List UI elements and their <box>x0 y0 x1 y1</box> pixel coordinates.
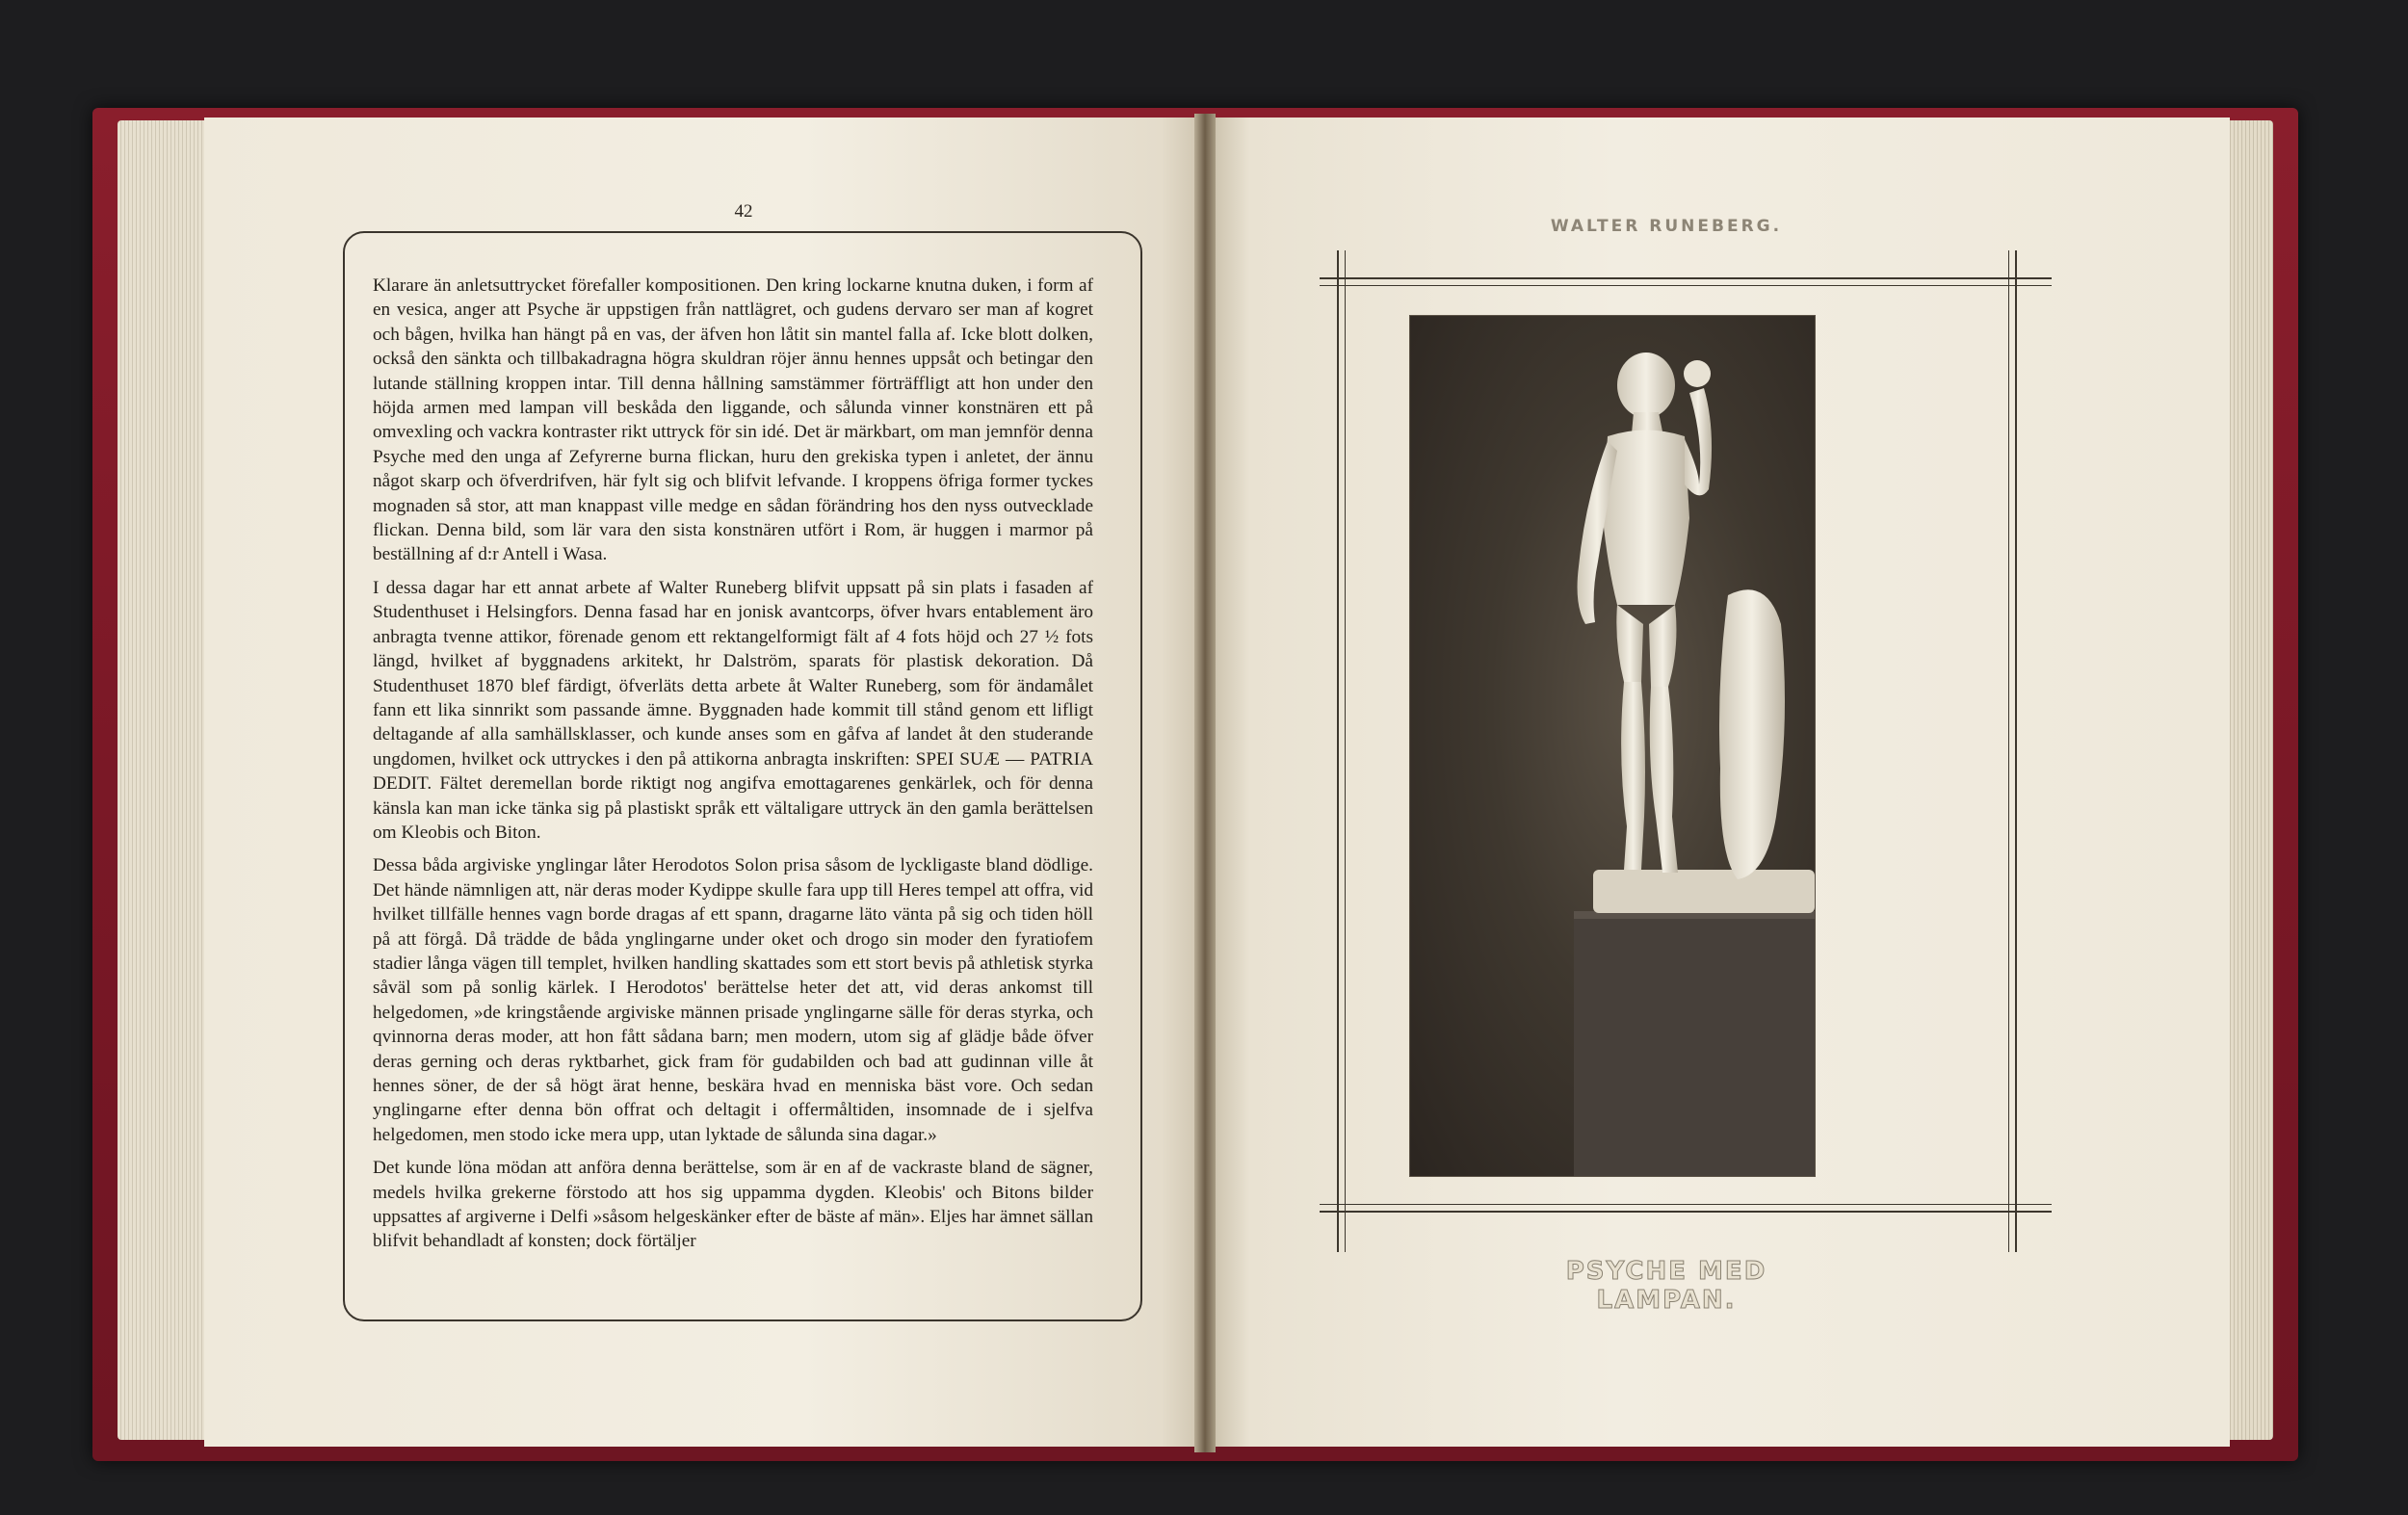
psyche-statue-image <box>1410 316 1815 1176</box>
page-number: 42 <box>734 201 753 222</box>
body-text <box>373 274 1093 1263</box>
paragraph: Det kunde löna mödan att anföra denna berättelse, som är en af de vackraste bland de sägner, medels hvilka grekerne förstodo att hos sig uppamma dygden. Kleobis' och Bitons bilder uppsattes af argiverne i Delfi »såsom helgeskänker efter de bäste af män». Eljes har ämnet sällan blifvit behandladt af konsten; dock förtäljer <box>373 1158 1093 1252</box>
statue-photograph <box>1409 315 1816 1177</box>
paragraph: Dessa båda argiviske ynglingar låter Herodotos Solon prisa såsom de lyckligaste bland dödlige. Det hände nämnligen att, när deras moder Kydippe skulle fara upp till Heres tempel att offra, vid hvilket tillfälle hennes vagn borde dragas af ett spann, dragarne läto vänta på sig och tiden höll på att förgå. Då trädde de båda ynglingarne under oket och drogo sin moder den fyratiofem stadier långa vägen till templet, hvilken handling skattades som ett stort bevis på athletisk styrka såväl som på sonlig kärlek. I Herodotos' berättelse heter det att, vid deras ankomst till helgedomen, »de kringstående argiviske männen prisade ynglingarne sälle för deras styrka, och qvinnorna deras moder, att hon fått sådana barn; men modern, utom sig af glädje både öfver deras gerning och deras ryktbarhet, gick fram för gudabilden och bad att gudinnan ville åt hennes söner, de der så högt ärat henne, beskära hvad en menniska bäst vore. Och sedan ynglingarne efter denna bön offrat och deltagit i offermåltiden, insomnade de i sjelfva helgedomen, men stodo icke mera upp, utan lyktade de sålunda sina dagar.» <box>373 855 1093 1145</box>
book-gutter <box>1194 114 1216 1452</box>
plate-header: WALTER RUNEBERG. <box>1550 217 1783 236</box>
paragraph: Klarare än anletsuttrycket förefaller kompositionen. Den kring lockarne knutna duken, i form af en vesica, anger att Psyche är uppstigen från nattlägret, och gudens dervaro ser man af kogret och bågen, hvilka han hängt på en vas, der äfven hon låtit sin mantel falla af. Icke blott dolken, också den sänkta och tillbakadragna högra skuldran röjer ännu hennes uppsåt och betingar den lutande ställning kroppen intar. Till denna hållning samstämmer förträffligt att hon under den höjda armen med lampan vill beskåda den liggande, och sålunda vinner konstnären ett på omvexling och vackra kontraster rikt uttryck för sin idé. Det är märkbart, om man jemnför denna Psyche med den unga af Zefyrerne burna flickan, huru den grekiska typen i anletet, der ännu något skarp och öfverdrifven, här fylt sig och blifvit lefvande. I kroppens öfriga former tyckes mognaden så stor, att man knappast ville medge en sådan förändring hos den nyss outvecklade flickan. Denna bild, som lär vara den sista konstnären utfört i Rom, är huggen i marmor på beställning af d:r Antell i Wasa. <box>373 275 1093 565</box>
paragraph: I dessa dagar har ett annat arbete af Walter Runeberg blifvit uppsatt på sin plats i fasaden af Studenthuset i Helsingfors. Denna fasad har en jonisk avantcorps, öfver hvars entablement äro anbragta tvenne attikor, förenade genom ett rektangelformigt fält af 4 fots höjd och 27 ½ fots längd, hvilket af byggnadens arkitekt, hr Dalström, sparats för plastisk dekoration. Då Studenthuset 1870 blef färdigt, öfverläts detta arbete åt Walter Runeberg, som för ändamålet fann ett lika sinnrikt som passande ämne. Byggnaden hade kommit till stånd genom ett lifligt deltagande af alla samhällsklasser, och kunde anses som en gåfva af landet åt den studerande ungdomen, hvilket ock uttryckes i den på attikorna anbragta inskriften: SPEI SUÆ — PATRIA DEDIT. Fältet deremellan borde riktigt nog angifva emottagarenes genkärlek, och för denna känsla kan man icke tänka sig på plastiskt språk ett vältaligare uttryck än den gamla berättelsen om Kleobis och Biton. <box>373 577 1093 843</box>
plate-caption: PSYCHE MED LAMPAN. <box>1565 1257 1767 1315</box>
